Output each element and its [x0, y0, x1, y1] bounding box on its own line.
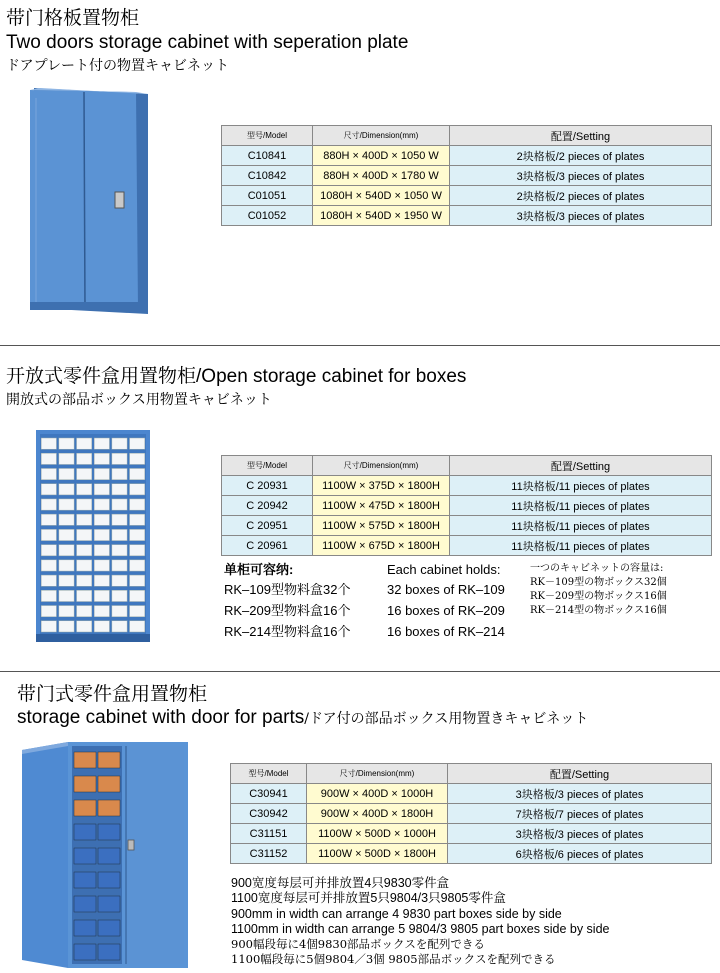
capacity-jp-line: RK－214型の物ボックス16個: [530, 605, 667, 616]
header-model: 型号/Model: [231, 764, 307, 784]
cell-model: C 20942: [222, 496, 313, 516]
header-model: 型号/Model: [222, 456, 313, 476]
cell-model: C30941: [231, 784, 307, 804]
table-row: [222, 146, 712, 166]
header-setting: 配置/Setting: [450, 456, 712, 476]
capacity-en-line: 16 boxes of RK–209: [387, 603, 505, 618]
capacity-cn-line: RK–109型物料盒32个: [224, 582, 351, 597]
cell-setting: 6块格板/6 pieces of plates: [448, 844, 712, 864]
cell-setting: 3块格板/3 pieces of plates: [450, 166, 712, 186]
table-row: [222, 516, 712, 536]
header-setting: 配置/Setting: [450, 126, 712, 146]
cell-setting: 2块格板/2 pieces of plates: [450, 146, 712, 166]
capacity-cn-line: RK–214型物料盒16个: [224, 624, 351, 639]
table-row: [222, 496, 712, 516]
capacity-en-heading: Each cabinet holds:: [387, 562, 501, 577]
section2-spec-table: [221, 455, 712, 556]
cell-model: C01051: [222, 186, 313, 206]
section1-title-en: Two doors storage cabinet with seperation plate: [6, 32, 409, 53]
cell-dimension: 880H × 400D × 1050 W: [313, 146, 450, 166]
double-door-cabinet-image: [26, 84, 154, 318]
note-cn-line: 1100宽度每层可并排放置5只9804/3只9805零件盒: [231, 891, 506, 905]
table-header-row: [222, 126, 712, 146]
section2-title-en: Open storage cabinet for boxes: [201, 366, 467, 387]
section3-title-jp: ドア付の部品ボックス用物置きキャビネット: [308, 711, 589, 727]
table-row: [222, 206, 712, 226]
cell-model: C30942: [231, 804, 307, 824]
section-divider: [0, 671, 720, 672]
cell-dimension: 1080H × 540D × 1050 W: [313, 186, 450, 206]
cell-setting: 11块格板/11 pieces of plates: [450, 516, 712, 536]
cell-model: C10842: [222, 166, 313, 186]
cell-dimension: 1100W × 500D × 1000H: [307, 824, 448, 844]
note-cn-line: 900宽度每层可并排放置4只9830零件盒: [231, 876, 450, 890]
header-dimension: 尺寸/Dimension(mm): [307, 764, 448, 784]
section3-title-sep: /: [304, 711, 309, 727]
open-bin-cabinet-image: [34, 428, 154, 646]
cell-model: C31151: [231, 824, 307, 844]
cell-model: C 20951: [222, 516, 313, 536]
section3-spec-table: [230, 763, 712, 864]
table-row: [222, 166, 712, 186]
capacity-jp-heading: 一つのキャビネットの容量は:: [530, 563, 664, 574]
section2-title-sep: /: [196, 366, 202, 387]
cell-setting: 2块格板/2 pieces of plates: [450, 186, 712, 206]
cell-dimension: 900W × 400D × 1000H: [307, 784, 448, 804]
capacity-cn-line: RK–209型物料盒16个: [224, 603, 351, 618]
section3-title-line2: [17, 707, 588, 729]
cell-dimension: 1100W × 500D × 1800H: [307, 844, 448, 864]
table-row: [231, 784, 712, 804]
cell-setting: 3块格板/3 pieces of plates: [448, 824, 712, 844]
section2-title: [6, 366, 466, 388]
header-setting: 配置/Setting: [448, 764, 712, 784]
capacity-cn-heading: 单柜可容纳:: [224, 562, 294, 577]
cell-dimension: 1100W × 475D × 1800H: [313, 496, 450, 516]
cell-model: C01052: [222, 206, 313, 226]
header-dimension: 尺寸/Dimension(mm): [313, 456, 450, 476]
cell-setting: 7块格板/7 pieces of plates: [448, 804, 712, 824]
note-jp-line: 1100幅段毎に5個9804／3個 9805部品ボックスを配列できる: [231, 952, 556, 966]
capacity-jp-line: RK－209型の物ボックス16個: [530, 591, 667, 602]
capacity-jp-line: RK－109型の物ボックス32個: [530, 577, 667, 588]
note-jp-line: 900幅段毎に4個9830部品ボックスを配列できる: [231, 937, 485, 951]
header-model: 型号/Model: [222, 126, 313, 146]
cell-dimension: 900W × 400D × 1800H: [307, 804, 448, 824]
cell-setting: 3块格板/3 pieces of plates: [448, 784, 712, 804]
table-row: [231, 824, 712, 844]
cell-setting: 11块格板/11 pieces of plates: [450, 476, 712, 496]
cell-dimension: 1100W × 575D × 1800H: [313, 516, 450, 536]
section3-title-en: storage cabinet with door for parts: [17, 707, 305, 728]
cell-model: C 20961: [222, 536, 313, 556]
cell-model: C 20931: [222, 476, 313, 496]
section2-title-jp: 開放式の部品ボックス用物置キャビネット: [6, 392, 272, 408]
table-row: [231, 844, 712, 864]
cell-dimension: 1100W × 675D × 1800H: [313, 536, 450, 556]
note-en-line: 900mm in width can arrange 4 9830 part boxes side by side: [231, 907, 562, 921]
table-header-row: [222, 456, 712, 476]
section1-title-cn: 带门格板置物柜: [6, 8, 140, 29]
cell-dimension: 1100W × 375D × 1800H: [313, 476, 450, 496]
section-divider: [0, 345, 720, 346]
table-header-row: [231, 764, 712, 784]
header-dimension: 尺寸/Dimension(mm): [313, 126, 450, 146]
table-row: [222, 476, 712, 496]
section1-spec-table: [221, 125, 712, 226]
capacity-en-line: 32 boxes of RK–109: [387, 582, 505, 597]
note-en-line: 1100mm in width can arrange 5 9804/3 9805 part boxes side by side: [231, 922, 610, 936]
cell-dimension: 1080H × 540D × 1950 W: [313, 206, 450, 226]
cell-model: C31152: [231, 844, 307, 864]
door-bin-cabinet-image: [20, 740, 190, 970]
cell-setting: 11块格板/11 pieces of plates: [450, 496, 712, 516]
cell-setting: 3块格板/3 pieces of plates: [450, 206, 712, 226]
section1-title-jp: ドアプレート付の物置キャビネット: [6, 58, 230, 74]
section3-title-cn: 带门式零件盒用置物柜: [17, 684, 208, 705]
cell-model: C10841: [222, 146, 313, 166]
section2-title-cn: 开放式零件盒用置物柜: [6, 366, 197, 387]
table-row: [231, 804, 712, 824]
capacity-en-line: 16 boxes of RK–214: [387, 624, 505, 639]
table-row: [222, 186, 712, 206]
cell-dimension: 880H × 400D × 1780 W: [313, 166, 450, 186]
table-row: [222, 536, 712, 556]
cell-setting: 11块格板/11 pieces of plates: [450, 536, 712, 556]
